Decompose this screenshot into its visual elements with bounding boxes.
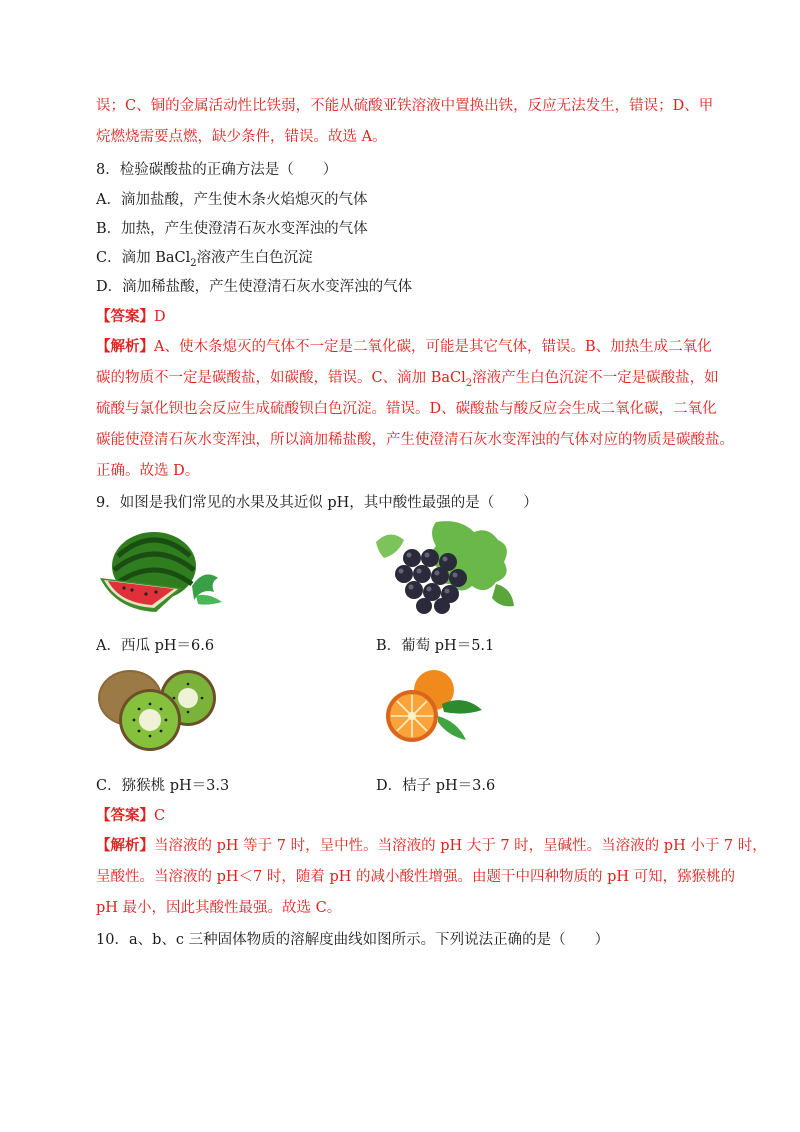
question-8-option-a: A．滴加盐酸，产生使木条火焰熄灭的气体 — [96, 192, 368, 208]
question-10-stem: 10．a、b、c 三种固体物质的溶解度曲线如图所示。下列说法正确的是（ ） — [96, 932, 610, 948]
question-8-option-d: D．滴加稀盐酸，产生使澄清石灰水变浑浊的气体 — [96, 279, 413, 295]
question-8-analysis-line-2 — [96, 368, 719, 394]
orange-image — [382, 668, 486, 744]
analysis-tag: 【解析】 — [96, 338, 154, 355]
question-8-stem: 8．检验碳酸盐的正确方法是（ ） — [96, 162, 338, 178]
analysis-text-post: 溶液产生白色沉淀不一定是碳酸盐，如 — [472, 370, 719, 386]
question-9-option-b: B．葡萄 pH＝5.1 — [376, 638, 495, 654]
question-9-analysis-line-3: pH 最小，因此其酸性最强。故选 C。 — [96, 900, 342, 916]
option-c-text-pre: C．滴加 BaCl — [96, 250, 191, 266]
kiwi-image — [96, 664, 222, 752]
question-8-option-c — [96, 248, 313, 274]
question-8-analysis-line-1 — [96, 337, 712, 357]
answer-tag: 【答案】 — [96, 308, 154, 325]
answer-value: D — [154, 309, 166, 325]
analysis-subscript: 2 — [465, 377, 473, 389]
answer-value: C — [154, 808, 166, 824]
question-9-stem: 9．如图是我们常见的水果及其近似 pH，其中酸性最强的是（ ） — [96, 495, 538, 511]
analysis-text: 当溶液的 pH 等于 7 时，呈中性。当溶液的 pH 大于 7 时，呈碱性。当溶液的 pH 小于 7 时， — [154, 838, 767, 854]
question-8-analysis-line-5: 正确。故选 D。 — [96, 463, 200, 479]
analysis-tag: 【解析】 — [96, 837, 154, 854]
question-9-option-a: A．西瓜 pH＝6.6 — [96, 638, 215, 654]
question-9-analysis-line-1 — [96, 836, 767, 856]
question-9-analysis-line-2: 呈酸性。当溶液的 pH＜7 时，随着 pH 的减小酸性增强。由题干中四种物质的 pH 可知，猕猴桃的 — [96, 869, 736, 885]
option-c-text-post: 溶液产生白色沉淀 — [196, 250, 313, 266]
answer-tag: 【答案】 — [96, 807, 154, 824]
analysis-text: A、使木条熄灭的气体不一定是二氧化碳，可能是其它气体，错误。B、加热生成二氧化 — [154, 339, 712, 355]
question-9-answer — [96, 806, 165, 826]
watermelon-image — [96, 526, 228, 616]
analysis-q7-line-2: 烷燃烧需要点燃，缺少条件，错误。故选 A。 — [96, 129, 387, 145]
grapes-image — [376, 518, 516, 616]
analysis-q7-line-1: 误；C、铜的金属活动性比铁弱，不能从硫酸亚铁溶液中置换出铁，反应无法发生，错误；D、甲 — [96, 98, 714, 114]
question-9-option-c: C．猕猴桃 pH＝3.3 — [96, 778, 230, 794]
option-c-subscript: 2 — [190, 257, 197, 269]
analysis-text-pre: 碳的物质不一定是碳酸盐，如碳酸，错误。C、滴加 BaCl — [96, 370, 466, 386]
question-8-option-b: B．加热，产生使澄清石灰水变浑浊的气体 — [96, 221, 368, 237]
question-8-analysis-line-4: 碳能使澄清石灰水变浑浊，所以滴加稀盐酸，产生使澄清石灰水变浑浊的气体对应的物质是碳酸盐。 — [96, 432, 734, 448]
question-8-analysis-line-3: 硫酸与氯化钡也会反应生成硫酸钡白色沉淀。错误。D、碳酸盐与酸反应会生成二氧化碳，二氧化 — [96, 401, 717, 417]
question-9-option-d: D．桔子 pH＝3.6 — [376, 778, 496, 794]
question-8-answer — [96, 307, 166, 327]
